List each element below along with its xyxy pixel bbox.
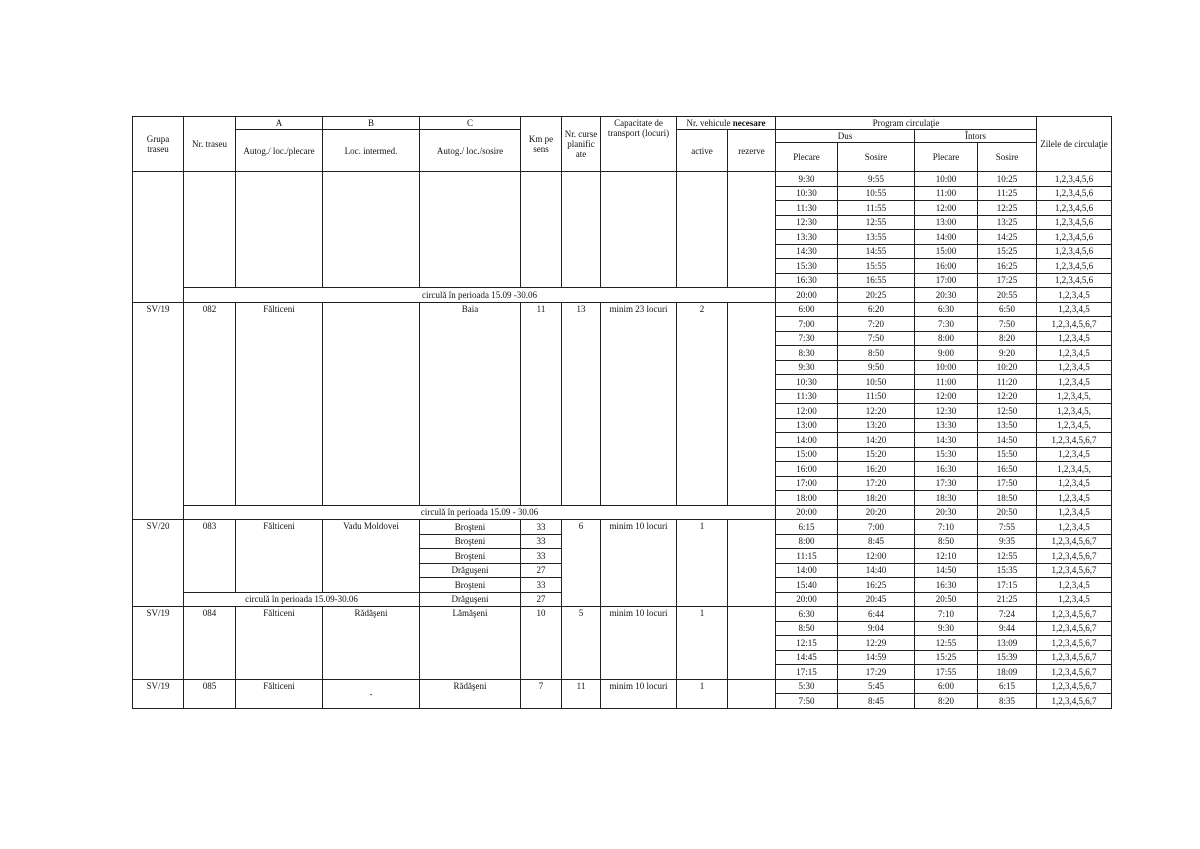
cell-intermed: Vadu Moldovei [323,520,420,593]
cell-curse: 5 [562,607,601,680]
cell-intors-sosire: 17:25 [978,273,1037,288]
cell-dus-sosire: 12:55 [838,215,915,230]
cell-intors-plecare: 16:30 [915,462,978,477]
cell-dus-plecare: 11:30 [776,201,838,216]
cell-dus-plecare: 20:00 [776,505,838,520]
header-nr-vehicule [677,117,776,130]
cell-zilele: 1,2,3,4,5,6,7 [1037,621,1112,636]
cell-empty [521,172,562,288]
header-autog-plecare: Autog./ loc./plecare [236,130,323,172]
cell-intors-plecare: 20:30 [915,288,978,303]
table-row [133,302,1112,317]
cell-empty [236,172,323,288]
cell-sosire: Broşteni [420,534,521,549]
cell-capacitate: minim 10 locuri [601,607,677,680]
cell-intors-plecare: 6:30 [915,302,978,317]
cell-dus-plecare: 15:30 [776,259,838,274]
cell-intors-sosire: 14:25 [978,230,1037,245]
cell-dus-sosire: 8:45 [838,694,915,709]
cell-intors-sosire: 17:15 [978,578,1037,593]
cell-dus-sosire: 11:50 [838,389,915,404]
header-grupa: Grupa traseu [133,117,184,172]
cell-nr-traseu: 082 [184,302,236,505]
cell-grupa: SV/19 [133,302,184,520]
cell-zilele: 1,2,3,4,5 [1037,346,1112,361]
cell-dus-sosire: 16:25 [838,578,915,593]
cell-intors-plecare: 7:10 [915,607,978,622]
cell-intors-sosire: 8:20 [978,331,1037,346]
cell-intors-sosire: 12:50 [978,404,1037,419]
cell-intermed [323,302,420,505]
cell-dus-sosire: 6:44 [838,607,915,622]
cell-dus-sosire: 17:20 [838,476,915,491]
cell-intors-plecare: 7:10 [915,520,978,535]
cell-dus-sosire: 9:50 [838,360,915,375]
cell-dus-plecare: 6:00 [776,302,838,317]
cell-dus-sosire: 17:29 [838,665,915,680]
cell-intors-plecare: 17:30 [915,476,978,491]
cell-plecare: Fălticeni [236,302,323,505]
table-row [133,607,1112,622]
cell-intors-sosire: 20:50 [978,505,1037,520]
cell-empty [601,172,677,288]
cell-plecare: Fălticeni [236,679,323,708]
cell-zilele: 1,2,3,4,5,6,7 [1037,549,1112,564]
cell-dus-sosire: 9:55 [838,172,915,187]
cell-intors-plecare: 14:00 [915,230,978,245]
header-nr-traseu: Nr. traseu [184,117,236,172]
cell-km: 7 [521,679,562,708]
cell-dus-sosire: 16:20 [838,462,915,477]
cell-dus-sosire: 10:50 [838,375,915,390]
cell-dus-plecare: 9:30 [776,360,838,375]
cell-intors-plecare: 20:30 [915,505,978,520]
cell-dus-plecare: 7:30 [776,331,838,346]
cell-zilele: 1,2,3,4,5 [1037,302,1112,317]
header-intors-sosire: Sosire [978,143,1037,172]
header-dus-sosire: Sosire [838,143,915,172]
cell-intermed: - [323,679,420,708]
cell-dus-sosire: 5:45 [838,679,915,694]
header-km: Km pe sens [521,117,562,172]
cell-zilele: 1,2,3,4,5,6 [1037,172,1112,187]
period-note: circulă în perioada 15.09-30.06 [184,592,420,607]
cell-nr-traseu: 084 [184,607,236,680]
cell-dus-sosire: 12:00 [838,549,915,564]
cell-intors-sosire: 7:50 [978,317,1037,332]
cell-km: 33 [521,520,562,535]
cell-empty [677,172,728,288]
cell-intors-plecare: 16:30 [915,578,978,593]
cell-zilele: 1,2,3,4,5, [1037,404,1112,419]
cell-km: 33 [521,534,562,549]
cell-zilele: 1,2,3,4,5,6,7 [1037,563,1112,578]
cell-intors-sosire: 18:50 [978,491,1037,506]
cell-dus-plecare: 7:50 [776,694,838,709]
cell-dus-plecare: 14:45 [776,650,838,665]
cell-dus-plecare: 17:00 [776,476,838,491]
cell-intors-plecare: 8:50 [915,534,978,549]
cell-intors-sosire: 13:25 [978,215,1037,230]
cell-zilele: 1,2,3,4,5, [1037,462,1112,477]
cell-intors-sosire: 15:25 [978,244,1037,259]
cell-dus-sosire: 20:45 [838,592,915,607]
cell-intors-plecare: 14:50 [915,563,978,578]
header-intors-plecare: Plecare [915,143,978,172]
cell-zilele: 1,2,3,4,5 [1037,476,1112,491]
cell-dus-plecare: 8:50 [776,621,838,636]
cell-dus-sosire: 8:50 [838,346,915,361]
cell-intors-sosire: 18:09 [978,665,1037,680]
cell-sosire: Lămăşeni [420,607,521,680]
cell-intors-plecare: 7:30 [915,317,978,332]
cell-intors-plecare: 16:00 [915,259,978,274]
table-row [133,288,1112,303]
cell-dus-sosire: 7:20 [838,317,915,332]
cell-intors-plecare: 20:50 [915,592,978,607]
cell-empty [323,172,420,288]
cell-intors-plecare: 8:00 [915,331,978,346]
table-row [133,505,1112,520]
cell-active: 1 [677,607,728,680]
cell-dus-sosire: 8:45 [838,534,915,549]
cell-sosire: Drăguşeni [420,563,521,578]
cell-grupa: SV/19 [133,607,184,680]
cell-dus-plecare: 14:00 [776,563,838,578]
cell-zilele: 1,2,3,4,5,6,7 [1037,433,1112,448]
cell-intors-plecare: 11:00 [915,375,978,390]
cell-intors-sosire: 15:50 [978,447,1037,462]
cell-dus-plecare: 7:00 [776,317,838,332]
cell-capacitate: minim 10 locuri [601,679,677,708]
cell-zilele: 1,2,3,4,5,6 [1037,273,1112,288]
cell-dus-sosire: 7:00 [838,520,915,535]
cell-intors-plecare: 12:00 [915,201,978,216]
cell-zilele: 1,2,3,4,5 [1037,331,1112,346]
cell-intors-plecare: 14:30 [915,433,978,448]
cell-intors-sosire: 6:15 [978,679,1037,694]
cell-intors-sosire: 7:24 [978,607,1037,622]
cell-dus-sosire: 14:55 [838,244,915,259]
cell-km: 27 [521,592,562,607]
cell-dus-plecare: 12:00 [776,404,838,419]
cell-grupa: SV/19 [133,679,184,708]
header-nr-vehicule-label: Nr. vehicule [686,118,731,128]
cell-intors-sosire: 10:25 [978,172,1037,187]
cell-km: 27 [521,563,562,578]
cell-dus-sosire: 14:20 [838,433,915,448]
cell-zilele: 1,2,3,4,5 [1037,491,1112,506]
cell-empty [562,172,601,288]
header-col-a: A [236,117,323,130]
cell-km: 10 [521,607,562,680]
header-nr-curse: Nr. curse planific ate [562,117,601,172]
cell-dus-sosire: 11:55 [838,201,915,216]
cell-dus-plecare: 14:00 [776,433,838,448]
cell-dus-sosire: 20:20 [838,505,915,520]
cell-intors-plecare: 12:10 [915,549,978,564]
cell-dus-plecare: 13:00 [776,418,838,433]
cell-dus-plecare: 8:00 [776,534,838,549]
cell-dus-sosire: 10:55 [838,186,915,201]
schedule-table [132,116,1112,709]
cell-intors-plecare: 18:30 [915,491,978,506]
cell-zilele: 1,2,3,4,5,6 [1037,230,1112,245]
cell-zilele: 1,2,3,4,5,6,7 [1037,607,1112,622]
cell-intors-plecare: 6:00 [915,679,978,694]
cell-intors-plecare: 12:30 [915,404,978,419]
cell-dus-plecare: 13:30 [776,230,838,245]
cell-nr-traseu [184,172,236,288]
cell-km: 11 [521,302,562,505]
cell-intors-sosire: 9:35 [978,534,1037,549]
cell-intors-plecare: 10:00 [915,360,978,375]
cell-active: 1 [677,520,728,607]
cell-nr-traseu: 085 [184,679,236,708]
cell-dus-sosire: 12:20 [838,404,915,419]
cell-km: 33 [521,549,562,564]
cell-dus-plecare: 16:30 [776,273,838,288]
cell-dus-sosire: 14:40 [838,563,915,578]
cell-intors-plecare: 12:55 [915,636,978,651]
cell-intors-sosire: 11:20 [978,375,1037,390]
cell-dus-plecare: 9:30 [776,172,838,187]
cell-sosire: Baia [420,302,521,505]
cell-sosire: Rădăşeni [420,679,521,708]
cell-dus-plecare: 6:15 [776,520,838,535]
cell-curse: 6 [562,520,601,607]
cell-dus-sosire: 13:20 [838,418,915,433]
cell-dus-sosire: 15:20 [838,447,915,462]
header-autog-sosire: Autog./ loc./sosire [420,130,521,172]
cell-intors-plecare: 13:00 [915,215,978,230]
cell-zilele: 1,2,3,4,5,6,7 [1037,694,1112,709]
cell-dus-sosire: 6:20 [838,302,915,317]
cell-dus-plecare: 15:40 [776,578,838,593]
cell-intors-plecare: 15:00 [915,244,978,259]
cell-intors-sosire: 20:55 [978,288,1037,303]
cell-zilele: 1,2,3,4,5,6 [1037,201,1112,216]
cell-intors-plecare: 8:20 [915,694,978,709]
cell-intors-sosire: 13:09 [978,636,1037,651]
cell-intors-sosire: 9:44 [978,621,1037,636]
cell-zilele: 1,2,3,4,5,6,7 [1037,636,1112,651]
cell-intors-plecare: 13:30 [915,418,978,433]
cell-sosire: Broşteni [420,578,521,593]
cell-zilele: 1,2,3,4,5, [1037,418,1112,433]
cell-dus-sosire: 12:29 [838,636,915,651]
cell-zilele: 1,2,3,4,5,6,7 [1037,534,1112,549]
cell-capacitate: minim 23 locuri [601,302,677,505]
header-program: Program circulaţie [776,117,1037,130]
cell-intors-sosire: 15:39 [978,650,1037,665]
cell-intors-sosire: 14:50 [978,433,1037,448]
cell-dus-sosire: 20:25 [838,288,915,303]
cell-intors-plecare: 15:30 [915,447,978,462]
cell-intors-plecare: 9:00 [915,346,978,361]
cell-dus-plecare: 10:30 [776,375,838,390]
cell-intors-sosire: 12:25 [978,201,1037,216]
cell-intors-sosire: 11:25 [978,186,1037,201]
cell-grupa: SV/20 [133,520,184,607]
cell-sosire: Broşteni [420,549,521,564]
cell-zilele: 1,2,3,4,5 [1037,578,1112,593]
cell-intors-sosire: 9:20 [978,346,1037,361]
cell-intors-sosire: 13:50 [978,418,1037,433]
table-row [133,172,1112,187]
cell-zilele: 1,2,3,4,5 [1037,447,1112,462]
header-active: active [677,130,728,172]
cell-dus-plecare: 8:30 [776,346,838,361]
cell-zilele: 1,2,3,4,5 [1037,520,1112,535]
cell-zilele: 1,2,3,4,5,6,7 [1037,650,1112,665]
cell-km: 33 [521,578,562,593]
cell-sosire: Drăguşeni [420,592,521,607]
cell-dus-plecare: 10:30 [776,186,838,201]
period-note: circulă în perioada 15.09 -30.06 [184,288,776,303]
cell-intors-plecare: 9:30 [915,621,978,636]
cell-plecare: Fălticeni [236,607,323,680]
cell-zilele: 1,2,3,4,5,6,7 [1037,665,1112,680]
cell-dus-plecare: 16:00 [776,462,838,477]
cell-dus-sosire: 14:59 [838,650,915,665]
cell-intors-sosire: 17:50 [978,476,1037,491]
cell-sosire: Broşteni [420,520,521,535]
cell-rezerve [728,302,776,505]
cell-zilele: 1,2,3,4,5,6 [1037,215,1112,230]
cell-dus-plecare: 11:15 [776,549,838,564]
table-row [133,520,1112,535]
header-dus-plecare: Plecare [776,143,838,172]
cell-curse: 11 [562,679,601,708]
cell-dus-sosire: 16:55 [838,273,915,288]
cell-intors-sosire: 6:50 [978,302,1037,317]
cell-intors-sosire: 8:35 [978,694,1037,709]
cell-dus-plecare: 5:30 [776,679,838,694]
cell-intors-plecare: 12:00 [915,389,978,404]
cell-zilele: 1,2,3,4,5,6,7 [1037,679,1112,694]
table-row [133,679,1112,694]
cell-dus-plecare: 20:00 [776,288,838,303]
header-rezerve: rezerve [728,130,776,172]
header-dus: Dus [776,130,915,143]
header-intors: Întors [915,130,1037,143]
cell-nr-traseu: 083 [184,520,236,593]
cell-plecare: Fălticeni [236,520,323,593]
cell-dus-plecare: 12:30 [776,215,838,230]
header-col-c: C [420,117,521,130]
cell-intors-sosire: 10:20 [978,360,1037,375]
cell-intors-sosire: 16:50 [978,462,1037,477]
cell-zilele: 1,2,3,4,5 [1037,375,1112,390]
cell-zilele: 1,2,3,4,5 [1037,288,1112,303]
cell-empty [420,172,521,288]
cell-dus-plecare: 15:00 [776,447,838,462]
cell-capacitate: minim 10 locuri [601,520,677,607]
cell-grupa [133,172,184,303]
cell-intors-sosire: 12:55 [978,549,1037,564]
cell-active: 2 [677,302,728,505]
cell-rezerve [728,520,776,607]
header-zilele: Zilele de circulaţie [1037,117,1112,172]
cell-dus-sosire: 18:20 [838,491,915,506]
cell-zilele: 1,2,3,4,5,6 [1037,186,1112,201]
cell-dus-sosire: 13:55 [838,230,915,245]
cell-zilele: 1,2,3,4,5 [1037,360,1112,375]
header-capacitate: Capacitate de transport (locuri) [601,117,677,172]
cell-zilele: 1,2,3,4,5, [1037,389,1112,404]
cell-dus-plecare: 14:30 [776,244,838,259]
header-nr-vehicule-necesare: necesare [732,118,766,128]
cell-intors-plecare: 15:25 [915,650,978,665]
cell-intors-sosire: 15:35 [978,563,1037,578]
cell-zilele: 1,2,3,4,5 [1037,505,1112,520]
cell-intors-plecare: 10:00 [915,172,978,187]
cell-rezerve [728,679,776,708]
cell-dus-sosire: 15:55 [838,259,915,274]
cell-intors-plecare: 17:55 [915,665,978,680]
cell-rezerve [728,607,776,680]
cell-dus-plecare: 18:00 [776,491,838,506]
cell-dus-plecare: 6:30 [776,607,838,622]
cell-intors-plecare: 17:00 [915,273,978,288]
cell-dus-sosire: 7:50 [838,331,915,346]
cell-zilele: 1,2,3,4,5,6 [1037,244,1112,259]
cell-empty [728,172,776,288]
cell-dus-plecare: 12:15 [776,636,838,651]
table-header [133,117,1112,172]
cell-dus-plecare: 17:15 [776,665,838,680]
cell-dus-sosire: 9:04 [838,621,915,636]
cell-zilele: 1,2,3,4,5,6 [1037,259,1112,274]
cell-intors-sosire: 12:20 [978,389,1037,404]
cell-intors-sosire: 7:55 [978,520,1037,535]
table-body [133,172,1112,709]
cell-curse: 13 [562,302,601,505]
cell-intors-sosire: 21:25 [978,592,1037,607]
cell-intors-sosire: 16:25 [978,259,1037,274]
cell-intermed: Rădăşeni [323,607,420,680]
cell-zilele: 1,2,3,4,5,6,7 [1037,317,1112,332]
header-loc-intermed: Loc. intermed. [323,130,420,172]
cell-active: 1 [677,679,728,708]
cell-dus-plecare: 20:00 [776,592,838,607]
cell-dus-plecare: 11:30 [776,389,838,404]
cell-zilele: 1,2,3,4,5 [1037,592,1112,607]
cell-intors-plecare: 11:00 [915,186,978,201]
period-note: circulă în perioada 15.09 - 30.06 [184,505,776,520]
header-col-b: B [323,117,420,130]
